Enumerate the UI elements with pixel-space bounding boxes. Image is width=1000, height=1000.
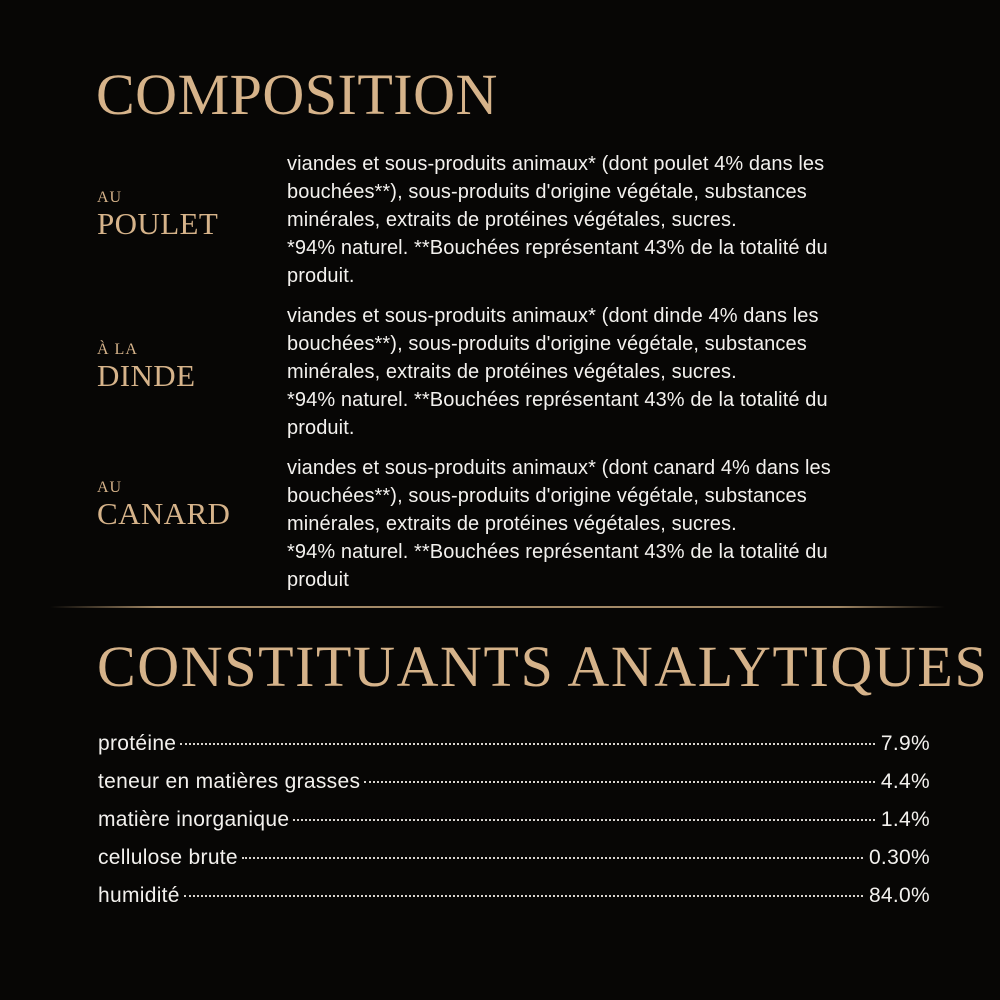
variant-name: POULET	[97, 206, 219, 241]
dot-leader	[184, 894, 863, 897]
row-value: 84.0%	[868, 884, 930, 907]
dot-leader	[180, 742, 875, 745]
row-value: 4.4%	[880, 770, 930, 793]
composition-title: COMPOSITION	[96, 62, 498, 127]
variant-composition-text	[287, 454, 947, 594]
section-divider	[50, 606, 945, 608]
variant-composition-text	[287, 302, 947, 442]
analytics-row-inorganic	[98, 808, 930, 846]
row-value: 7.9%	[880, 732, 930, 755]
variant-composition-text	[287, 150, 947, 290]
variant-name: DINDE	[97, 358, 196, 393]
text-line: viandes et sous-produits animaux* (dont canard 4% dans les	[287, 457, 831, 479]
text-line: minérales, extraits de protéines végétales, sucres.	[287, 209, 737, 231]
text-line: *94% naturel. **Bouchées représentant 43% de la totalité du	[287, 389, 828, 411]
row-label: cellulose brute	[98, 846, 238, 869]
row-label: teneur en matières grasses	[98, 770, 361, 793]
variant-label	[97, 342, 195, 391]
row-value: 0.30%	[868, 846, 930, 869]
row-value: 1.4%	[880, 808, 930, 831]
dot-leader	[293, 818, 875, 821]
text-line: viandes et sous-produits animaux* (dont poulet 4% dans les	[287, 153, 825, 175]
variant-prefix: AU	[97, 189, 123, 206]
dot-leader	[242, 856, 863, 859]
text-line: minérales, extraits de protéines végétales, sucres.	[287, 513, 737, 535]
text-line: produit	[287, 569, 349, 591]
text-line: bouchées**), sous-produits d'origine végétale, substances	[287, 333, 807, 355]
row-label: protéine	[98, 732, 177, 755]
analytics-title: CONSTITUANTS ANALYTIQUES	[97, 634, 989, 699]
variant-prefix: À LA	[97, 341, 138, 358]
analytics-list	[98, 732, 930, 922]
variant-poulet	[0, 150, 1000, 296]
analytics-row-moisture	[98, 884, 930, 922]
row-label: humidité	[98, 884, 180, 907]
variant-canard	[0, 454, 1000, 600]
text-line: bouchées**), sous-produits d'origine végétale, substances	[287, 485, 807, 507]
text-line: *94% naturel. **Bouchées représentant 43% de la totalité du	[287, 541, 828, 563]
text-line: produit.	[287, 265, 355, 287]
variant-prefix: AU	[97, 479, 123, 496]
variant-dinde	[0, 302, 1000, 448]
variant-label	[97, 480, 230, 529]
text-line: bouchées**), sous-produits d'origine végétale, substances	[287, 181, 807, 203]
variant-label	[97, 190, 218, 239]
variant-name: CANARD	[97, 496, 231, 531]
analytics-row-protein	[98, 732, 930, 770]
analytics-row-fibre	[98, 846, 930, 884]
text-line: produit.	[287, 417, 355, 439]
text-line: viandes et sous-produits animaux* (dont dinde 4% dans les	[287, 305, 819, 327]
text-line: *94% naturel. **Bouchées représentant 43% de la totalité du	[287, 237, 828, 259]
text-line: minérales, extraits de protéines végétales, sucres.	[287, 361, 737, 383]
analytics-row-fat	[98, 770, 930, 808]
dot-leader	[364, 780, 875, 783]
row-label: matière inorganique	[98, 808, 290, 831]
